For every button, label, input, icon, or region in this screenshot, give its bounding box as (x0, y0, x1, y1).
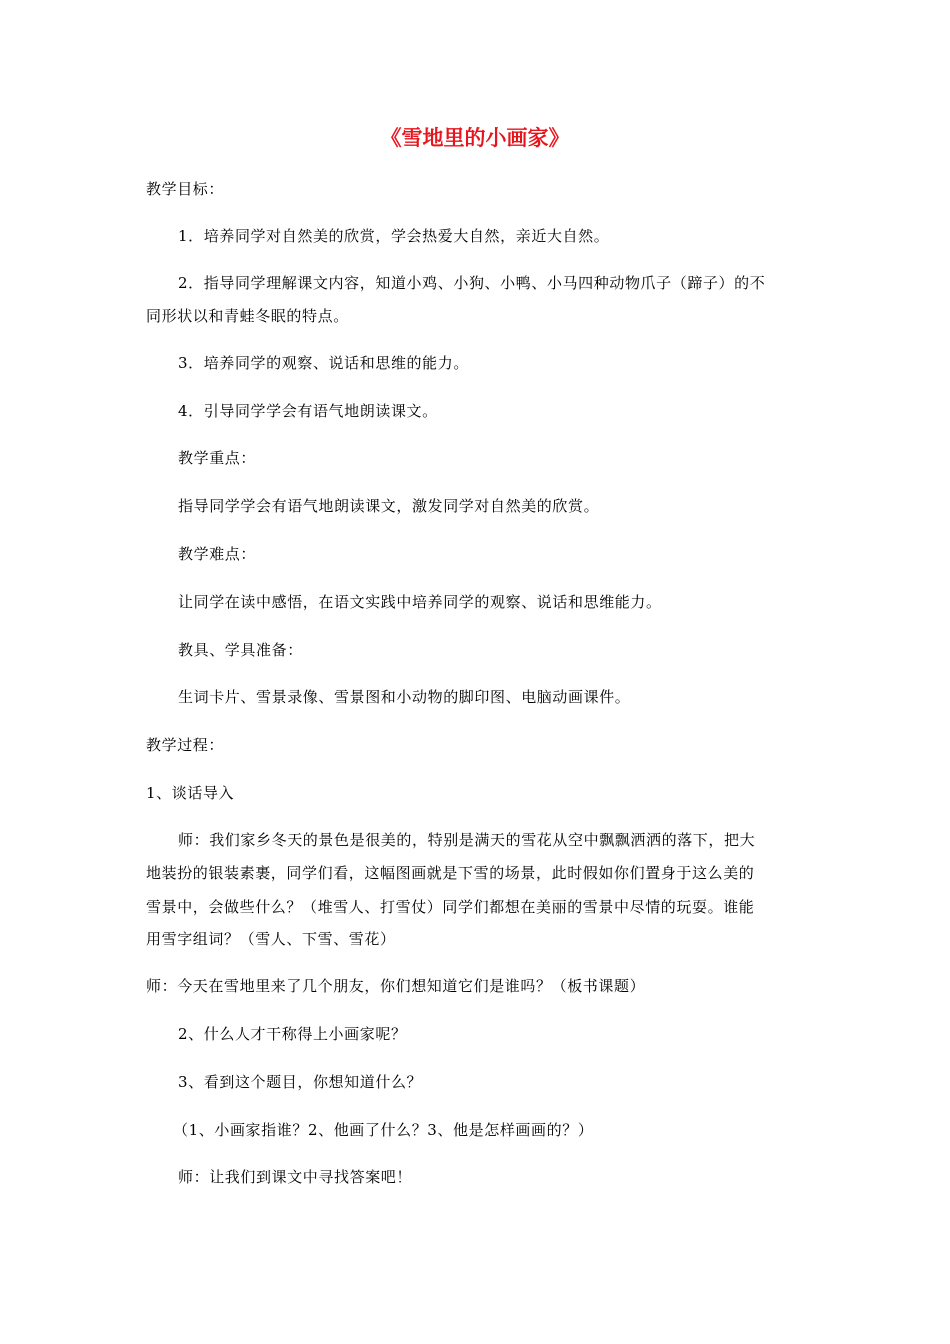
materials-text: 生词卡片、雪景录像、雪景图和小动物的脚印图、电脑动画课件。 (178, 688, 631, 706)
step-1-heading: 1、谈话导入 (146, 784, 235, 802)
heading-teaching-process: 教学过程： (146, 736, 225, 754)
goal-item-2-continued: 同形状以和青蛙冬眠的特点。 (146, 307, 349, 325)
heading-key-points: 教学重点： (178, 449, 257, 467)
goal-item-4: 4．引导同学学会有语气地朗读课文。 (178, 402, 438, 420)
goal-item-3: 3．培养同学的观察、说话和思维的能力。 (178, 354, 469, 372)
step-3-heading: 3、看到这个题目，你想知道什么？ (178, 1073, 423, 1091)
goal-item-2: 2．指导同学理解课文内容，知道小鸡、小狗、小鸭、小马四种动物爪子（蹄子）的不 (178, 274, 766, 292)
goal-item-1: 1．培养同学对自然美的欣赏，学会热爱大自然，亲近大自然。 (178, 227, 610, 245)
paragraph-line-3: 雪景中，会做些什么？（堆雪人、打雪仗）同学们都想在美丽的雪景中尽情的玩耍。谁能 (146, 898, 755, 916)
step-2-heading: 2、什么人才干称得上小画家呢？ (178, 1025, 407, 1043)
document-title: 《雪地里的小画家》 (380, 126, 570, 150)
difficulties-text: 让同学在读中感悟，在语文实践中培养同学的观察、说话和思维能力。 (178, 593, 662, 611)
teacher-line: 师：今天在雪地里来了几个朋友，你们想知道它们是谁吗？（板书课题） (146, 977, 646, 995)
heading-teaching-goals: 教学目标： (146, 180, 225, 198)
heading-difficulties: 教学难点： (178, 545, 257, 563)
questions-text: （1、小画家指谁？2、他画了什么？3、他是怎样画画的？） (173, 1121, 594, 1139)
paragraph-line-4: 用雪字组词？（雪人、下雪、雪花） (146, 930, 396, 948)
heading-materials: 教具、学具准备： (178, 641, 303, 659)
key-points-text: 指导同学学会有语气地朗读课文，激发同学对自然美的欣赏。 (178, 497, 600, 515)
paragraph-line-1: 师：我们家乡冬天的景色是很美的，特别是满天的雪花从空中飘飘洒洒的落下，把大 (178, 831, 756, 849)
teacher-closing-line: 师：让我们到课文中寻找答案吧！ (178, 1168, 413, 1186)
paragraph-line-2: 地装扮的银装素裹，同学们看，这幅图画就是下雪的场景，此时假如你们置身于这么美的 (146, 864, 755, 882)
